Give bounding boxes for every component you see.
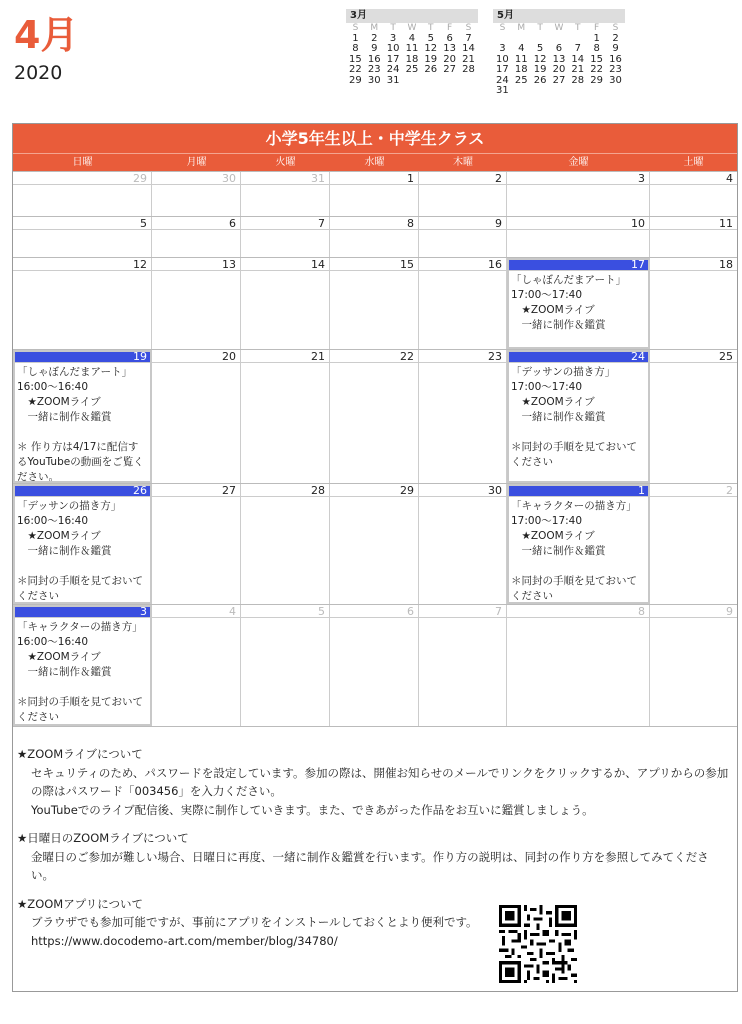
mini-calendar-weekday: T — [575, 23, 581, 33]
calendar-event-day[interactable] — [507, 258, 650, 349]
mini-calendar-day: 14 — [571, 53, 585, 65]
mini-calendar-weekday: S — [499, 23, 506, 33]
weekday-label: 金曜 — [568, 157, 589, 168]
mini-calendar-day: 9 — [371, 43, 378, 54]
day-number: 19 — [13, 350, 151, 363]
mini-calendar-day: 13 — [443, 43, 456, 54]
mini-calendar-weekday: W — [407, 23, 417, 33]
calendar-week-row — [13, 349, 737, 483]
calendar-day[interactable] — [330, 217, 419, 257]
day-number: 26 — [13, 484, 151, 497]
day-number: 7 — [419, 605, 506, 618]
note-text: 金曜日のご参加が難しい場合、日曜日に再度、一緒に制作＆鑑賞を行います。作り方の説明は、同封の作り方を参照してみてください。 — [31, 849, 709, 882]
calendar-week-row — [13, 216, 737, 257]
calendar-weeks — [13, 171, 737, 726]
day-number: 6 — [152, 217, 240, 230]
calendar-day[interactable] — [241, 605, 330, 726]
calendar-day[interactable] — [241, 258, 330, 349]
mini-calendar-day: 29 — [590, 74, 603, 86]
mini-calendar-weekday: S — [352, 23, 359, 33]
calendar-day[interactable] — [152, 484, 241, 604]
day-number: 9 — [419, 217, 506, 230]
mini-calendar-day: 17 — [386, 53, 400, 65]
sunday-live-note — [17, 829, 731, 885]
calendar-day[interactable] — [13, 258, 152, 349]
calendar-event-day[interactable] — [507, 350, 650, 483]
mini-calendar-day: 8 — [352, 43, 359, 54]
calendar-event-day[interactable] — [13, 484, 152, 604]
mini-calendar-day: 16 — [609, 53, 622, 65]
mini-calendar-day: 31 — [386, 74, 400, 86]
mini-calendar-day — [440, 76, 459, 87]
weekday-label: 木曜 — [453, 157, 473, 168]
mini-calendar-day: 11 — [405, 43, 419, 54]
calendar-day[interactable] — [330, 258, 419, 349]
calendar-day[interactable] — [13, 217, 152, 257]
mini-calendar-day: 24 — [386, 64, 400, 75]
mini-calendar-day — [550, 86, 569, 97]
day-number: 3 — [13, 605, 151, 618]
day-number: 1 — [330, 172, 418, 185]
notes-section — [13, 726, 737, 991]
note-title: ★ZOOMアプリについて — [17, 896, 144, 911]
mini-calendar-day: 5 — [536, 43, 544, 54]
weekday-label: 火曜 — [275, 157, 296, 168]
note-title: ★ZOOMライブについて — [17, 747, 143, 761]
day-number: 7 — [241, 217, 329, 230]
day-number: 5 — [241, 605, 329, 618]
day-number: 29 — [13, 172, 151, 185]
mini-calendar-weekday: T — [390, 23, 396, 33]
calendar-day[interactable] — [241, 217, 330, 257]
mini-calendar-day — [531, 86, 550, 97]
day-number: 20 — [152, 350, 240, 363]
day-number: 15 — [330, 258, 418, 271]
note-text: YouTubeでのライブ配信後、実際に制作していきます。また、できあがった作品をお互いに鑑賞しましょう。 — [31, 802, 594, 817]
mini-calendar-day: 21 — [571, 64, 585, 75]
mini-calendar-day: 14 — [462, 43, 475, 54]
calendar-day[interactable] — [507, 217, 650, 257]
mini-calendar-day: 19 — [424, 53, 438, 65]
mini-calendar-day: 27 — [443, 64, 456, 75]
calendar-day[interactable] — [241, 350, 330, 483]
calendar-day[interactable] — [152, 172, 241, 216]
mini-calendar-day: 18 — [405, 53, 419, 65]
weekday-header-row — [13, 153, 737, 171]
mini-calendar-grid — [346, 23, 478, 86]
mini-calendar-day — [512, 86, 531, 97]
day-number: 5 — [13, 217, 151, 230]
mini-calendar-day: 3 — [389, 32, 397, 44]
calendar-day[interactable] — [241, 484, 330, 604]
mini-calendar-week — [493, 76, 625, 87]
day-number: 2 — [650, 484, 737, 497]
day-number: 8 — [507, 605, 649, 618]
calendar-day[interactable] — [330, 172, 419, 216]
calendar-day[interactable] — [419, 350, 507, 483]
mini-calendar-day: 22 — [349, 64, 362, 75]
mini-calendar-day: 23 — [367, 64, 381, 75]
zoom-app-note — [17, 895, 731, 951]
day-number: 14 — [241, 258, 329, 271]
mini-calendar-day: 26 — [424, 64, 438, 75]
event-details: 「しゃぼんだまアート」 17:00〜17:40 ★ZOOMライブ 一緒に制作＆鑑賞 — [511, 274, 627, 331]
mini-calendar-week — [346, 44, 478, 55]
mini-calendar-day: 24 — [496, 74, 509, 86]
mini-calendar-weekday-row — [493, 23, 625, 34]
mini-calendar-weekday: S — [465, 23, 472, 33]
day-number: 24 — [507, 350, 649, 363]
zoom-live-note — [17, 745, 731, 819]
day-number: 27 — [152, 484, 240, 497]
calendar-day[interactable] — [650, 172, 737, 216]
weekday-label: 水曜 — [364, 157, 385, 168]
calendar-day[interactable] — [419, 484, 507, 604]
day-number: 9 — [650, 605, 737, 618]
calendar-day[interactable] — [419, 217, 507, 257]
mini-calendar-day: 6 — [446, 32, 453, 44]
mini-calendar-day: 22 — [590, 64, 603, 75]
mini-calendar-day — [403, 76, 422, 87]
calendar-week-row — [13, 257, 737, 349]
mini-calendar-weekday: M — [517, 23, 526, 33]
mini-calendar-day: 20 — [552, 64, 566, 75]
mini-calendar-day: 8 — [593, 43, 600, 54]
calendar-week-row — [13, 171, 737, 216]
mini-calendar-day: 29 — [349, 74, 362, 86]
event-details: 「デッサンの描き方」 16:00〜16:40 ★ZOOMライブ 一緒に制作＆鑑賞 ＊同封の手順を見ておいてください — [17, 500, 143, 602]
mini-calendar-may — [493, 9, 625, 97]
day-number: 13 — [152, 258, 240, 271]
mini-calendar-day: 3 — [499, 43, 506, 54]
day-number: 4 — [650, 172, 737, 185]
month-calendar — [12, 123, 738, 992]
day-number: 2 — [419, 172, 506, 185]
mini-calendar-day: 15 — [349, 53, 362, 65]
day-number: 12 — [13, 258, 151, 271]
mini-calendar-day: 7 — [465, 32, 472, 44]
mini-calendar-week — [346, 76, 478, 87]
day-number: 16 — [419, 258, 506, 271]
mini-calendar-day: 12 — [424, 43, 438, 54]
calendar-day[interactable] — [330, 605, 419, 726]
mini-calendar-day: 21 — [462, 53, 475, 65]
mini-calendar-day: 6 — [555, 43, 563, 54]
note-title: ★日曜日のZOOMライブについて — [17, 831, 189, 845]
mini-calendar-title: 5月 — [493, 9, 625, 23]
mini-calendar-day: 11 — [514, 53, 528, 65]
day-number: 22 — [330, 350, 418, 363]
calendar-day[interactable] — [650, 605, 737, 726]
mini-calendar-day: 30 — [609, 74, 622, 86]
calendar-day[interactable] — [419, 258, 507, 349]
mini-calendar-day: 7 — [574, 43, 581, 54]
mini-calendar-title: 3月 — [346, 9, 478, 23]
event-details: 「キャラクターの描き方」 16:00〜16:40 ★ZOOMライブ 一緒に制作＆鑑賞 ＊同封の手順を見ておいてください — [17, 621, 143, 723]
day-number: 10 — [507, 217, 649, 230]
mini-calendar-day: 1 — [593, 32, 600, 44]
calendar-event-day[interactable] — [507, 484, 650, 604]
mini-calendar-day: 15 — [590, 53, 603, 65]
mini-calendar-day — [421, 76, 440, 87]
mini-calendar-day: 12 — [533, 53, 547, 65]
mini-calendar-day: 4 — [518, 43, 525, 54]
calendar-day[interactable] — [650, 484, 737, 604]
day-number: 18 — [650, 258, 737, 271]
calendar-day[interactable] — [152, 217, 241, 257]
day-number: 30 — [419, 484, 506, 497]
calendar-day[interactable] — [241, 172, 330, 216]
mini-calendar-weekday: F — [594, 23, 600, 33]
mini-calendar-day: 26 — [533, 74, 547, 86]
mini-calendar-grid — [493, 23, 625, 97]
day-number: 11 — [650, 217, 737, 230]
mini-calendar-day: 16 — [367, 53, 381, 65]
mini-calendar-weekday-row — [346, 23, 478, 34]
mini-calendar-day: 17 — [496, 64, 509, 75]
day-number: 8 — [330, 217, 418, 230]
mini-calendar-day — [459, 76, 478, 87]
mini-calendar-day: 20 — [443, 53, 456, 65]
mini-calendar-day: 18 — [514, 64, 528, 75]
mini-calendar-day — [587, 86, 606, 97]
day-number: 4 — [152, 605, 240, 618]
mini-calendar-day: 13 — [552, 53, 566, 65]
day-number: 28 — [241, 484, 329, 497]
weekday-label: 土曜 — [683, 157, 704, 168]
event-details: 「デッサンの描き方」 17:00〜17:40 ★ZOOMライブ 一緒に制作＆鑑賞 ＊同封の手順を見ておいてください — [511, 366, 637, 468]
blog-link[interactable]: https://www.docodemo-art.com/member/blog/34780/ — [31, 933, 338, 948]
mini-calendar-day: 10 — [386, 43, 400, 54]
day-number: 1 — [507, 484, 649, 497]
calendar-day[interactable] — [419, 172, 507, 216]
mini-calendar-weekday: M — [370, 23, 379, 33]
weekday-label: 月曜 — [186, 157, 207, 168]
calendar-day[interactable] — [650, 350, 737, 483]
day-number: 30 — [152, 172, 240, 185]
calendar-event-day[interactable] — [13, 350, 152, 483]
calendar-week-row — [13, 483, 737, 604]
mini-calendar-day: 27 — [552, 74, 566, 86]
month-heading: 4月 — [14, 13, 79, 57]
mini-calendar-day: 28 — [462, 64, 475, 75]
mini-calendar-week — [493, 44, 625, 55]
calendar-day[interactable] — [330, 350, 419, 483]
note-text: セキュリティのため、パスワードを設定しています。参加の際は、開催お知らせのメールでリンクをクリックするか、アプリからの参加の際はパスワード「003456」を入力ください。 — [31, 765, 729, 798]
mini-calendar-day — [568, 86, 587, 97]
calendar-day[interactable] — [152, 258, 241, 349]
mini-calendar-day: 19 — [533, 64, 547, 75]
calendar-day[interactable] — [152, 605, 241, 726]
calendar-day[interactable] — [507, 605, 650, 726]
mini-calendar-weekday: W — [554, 23, 564, 33]
mini-calendar-day — [606, 86, 625, 97]
event-details: 「しゃぼんだまアート」 16:00〜16:40 ★ZOOMライブ 一緒に制作＆鑑賞 ＊ 作り方は4/17に配信するYouTubeの動画をご覧ください。 — [17, 366, 144, 483]
calendar-day[interactable] — [13, 172, 152, 216]
day-number: 23 — [419, 350, 506, 363]
mini-calendar-day: 1 — [352, 32, 359, 44]
mini-calendar-week — [493, 65, 625, 76]
day-number: 25 — [650, 350, 737, 363]
calendar-day[interactable] — [650, 258, 737, 349]
mini-calendar-weekday: S — [612, 23, 619, 33]
weekday-label: 日曜 — [72, 157, 93, 168]
day-number: 31 — [241, 172, 329, 185]
mini-calendar-day: 25 — [405, 64, 419, 75]
day-number: 29 — [330, 484, 418, 497]
mini-calendar-day: 31 — [496, 85, 509, 96]
mini-calendar-day: 5 — [427, 32, 434, 44]
event-details: 「キャラクターの描き方」 17:00〜17:40 ★ZOOMライブ 一緒に制作＆鑑賞 ＊同封の手順を見ておいてください — [511, 500, 637, 602]
day-number: 6 — [330, 605, 418, 618]
calendar-day[interactable] — [152, 350, 241, 483]
calendar-title: 小学5年生以上・中学生クラス — [13, 124, 737, 153]
day-number: 3 — [507, 172, 649, 185]
calendar-week-row — [13, 604, 737, 726]
mini-calendar-march — [346, 9, 478, 86]
mini-calendar-day: 2 — [371, 32, 378, 44]
calendar-day[interactable] — [507, 172, 650, 216]
mini-calendar-week — [346, 65, 478, 76]
qr-code-icon[interactable] — [499, 905, 577, 983]
day-number: 21 — [241, 350, 329, 363]
mini-calendar-weekday: T — [537, 23, 543, 33]
year-label: 2020 — [14, 62, 63, 84]
calendar-day[interactable] — [650, 217, 737, 257]
mini-calendar-day: 9 — [612, 43, 619, 54]
day-number: 17 — [507, 258, 649, 271]
calendar-event-day[interactable] — [13, 605, 152, 726]
mini-calendar-weekday: T — [428, 23, 434, 33]
mini-calendar-day: 28 — [571, 74, 585, 86]
note-text: ブラウザでも参加可能ですが、事前にアプリをインストールしておくとより便利です。 — [31, 915, 478, 929]
mini-calendar-weekday: F — [447, 23, 453, 33]
mini-calendar-day: 2 — [612, 32, 619, 44]
mini-calendar-week — [493, 86, 625, 97]
mini-calendar-day: 4 — [408, 32, 416, 44]
mini-calendar-day: 25 — [514, 74, 528, 86]
mini-calendar-day: 10 — [496, 53, 509, 65]
calendar-day[interactable] — [419, 605, 507, 726]
calendar-day[interactable] — [330, 484, 419, 604]
mini-calendar-day: 23 — [609, 64, 622, 75]
mini-calendar-day: 30 — [367, 74, 381, 86]
